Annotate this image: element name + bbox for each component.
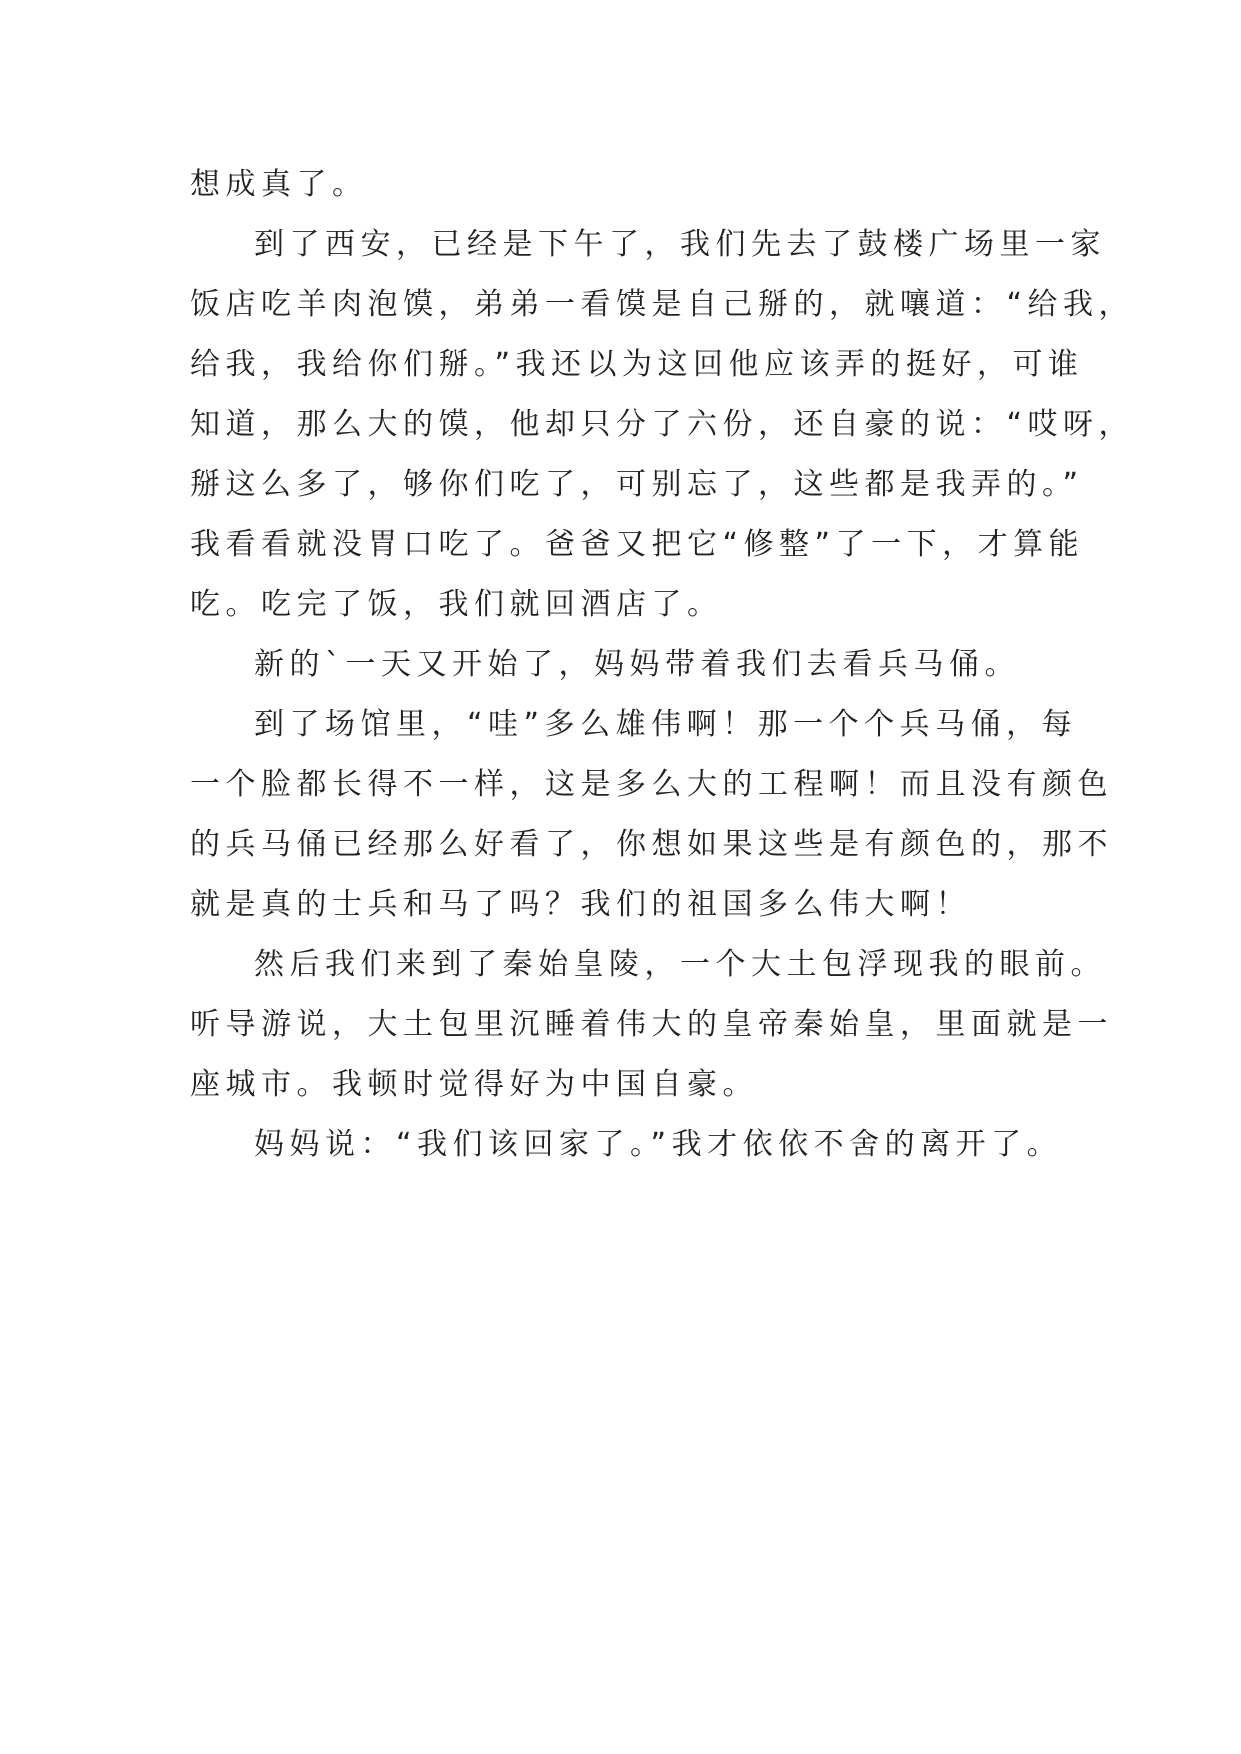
text-line: 座城市。我顿时觉得好为中国自豪。: [190, 1067, 758, 1102]
text-line: 听导游说，大土包里沉睡着伟大的皇帝秦始皇，里面就是一: [190, 1007, 1113, 1042]
text-line: 我看看就没胃口吃了。爸爸又把它“修整”了一下，才算能: [190, 527, 1085, 562]
paragraph-start-line: 妈妈说：“我们该回家了。”我才依依不舍的离开了。: [254, 1127, 1063, 1162]
paragraph-start-line: 然后我们来到了秦始皇陵，一个大土包浮现我的眼前。: [254, 947, 1106, 982]
text-line: 知道，那么大的馍，他却只分了六份，还自豪的说：“哎呀，: [190, 407, 1135, 442]
text-line: 饭店吃羊肉泡馍，弟弟一看馍是自己掰的，就嚷道：“给我，: [190, 287, 1135, 322]
essay-text: [190, 155, 1135, 1175]
paragraph-start-line: 新的`一天又开始了，妈妈带着我们去看兵马俑。: [254, 647, 1020, 682]
text-line: 吃。吃完了饭，我们就回酒店了。: [190, 587, 723, 622]
paragraph-start-line: 到了西安，已经是下午了，我们先去了鼓楼广场里一家: [254, 227, 1106, 262]
text-line: 给我，我给你们掰。”我还以为这回他应该弄的挺好，可谁: [190, 347, 1084, 382]
text-line: 掰这么多了，够你们吃了，可别忘了，这些都是我弄的。”: [190, 467, 1084, 502]
text-line: 的兵马俑已经那么好看了，你想如果这些是有颜色的，那不: [190, 827, 1113, 862]
paragraph-start-line: 到了场馆里，“哇”多么雄伟啊！那一个个兵马俑，每: [254, 707, 1078, 742]
text-line: 想成真了。: [190, 167, 368, 202]
text-line: 就是真的士兵和马了吗？我们的祖国多么伟大啊！: [190, 887, 971, 922]
text-line: 一个脸都长得不一样，这是多么大的工程啊！而且没有颜色: [190, 767, 1113, 802]
